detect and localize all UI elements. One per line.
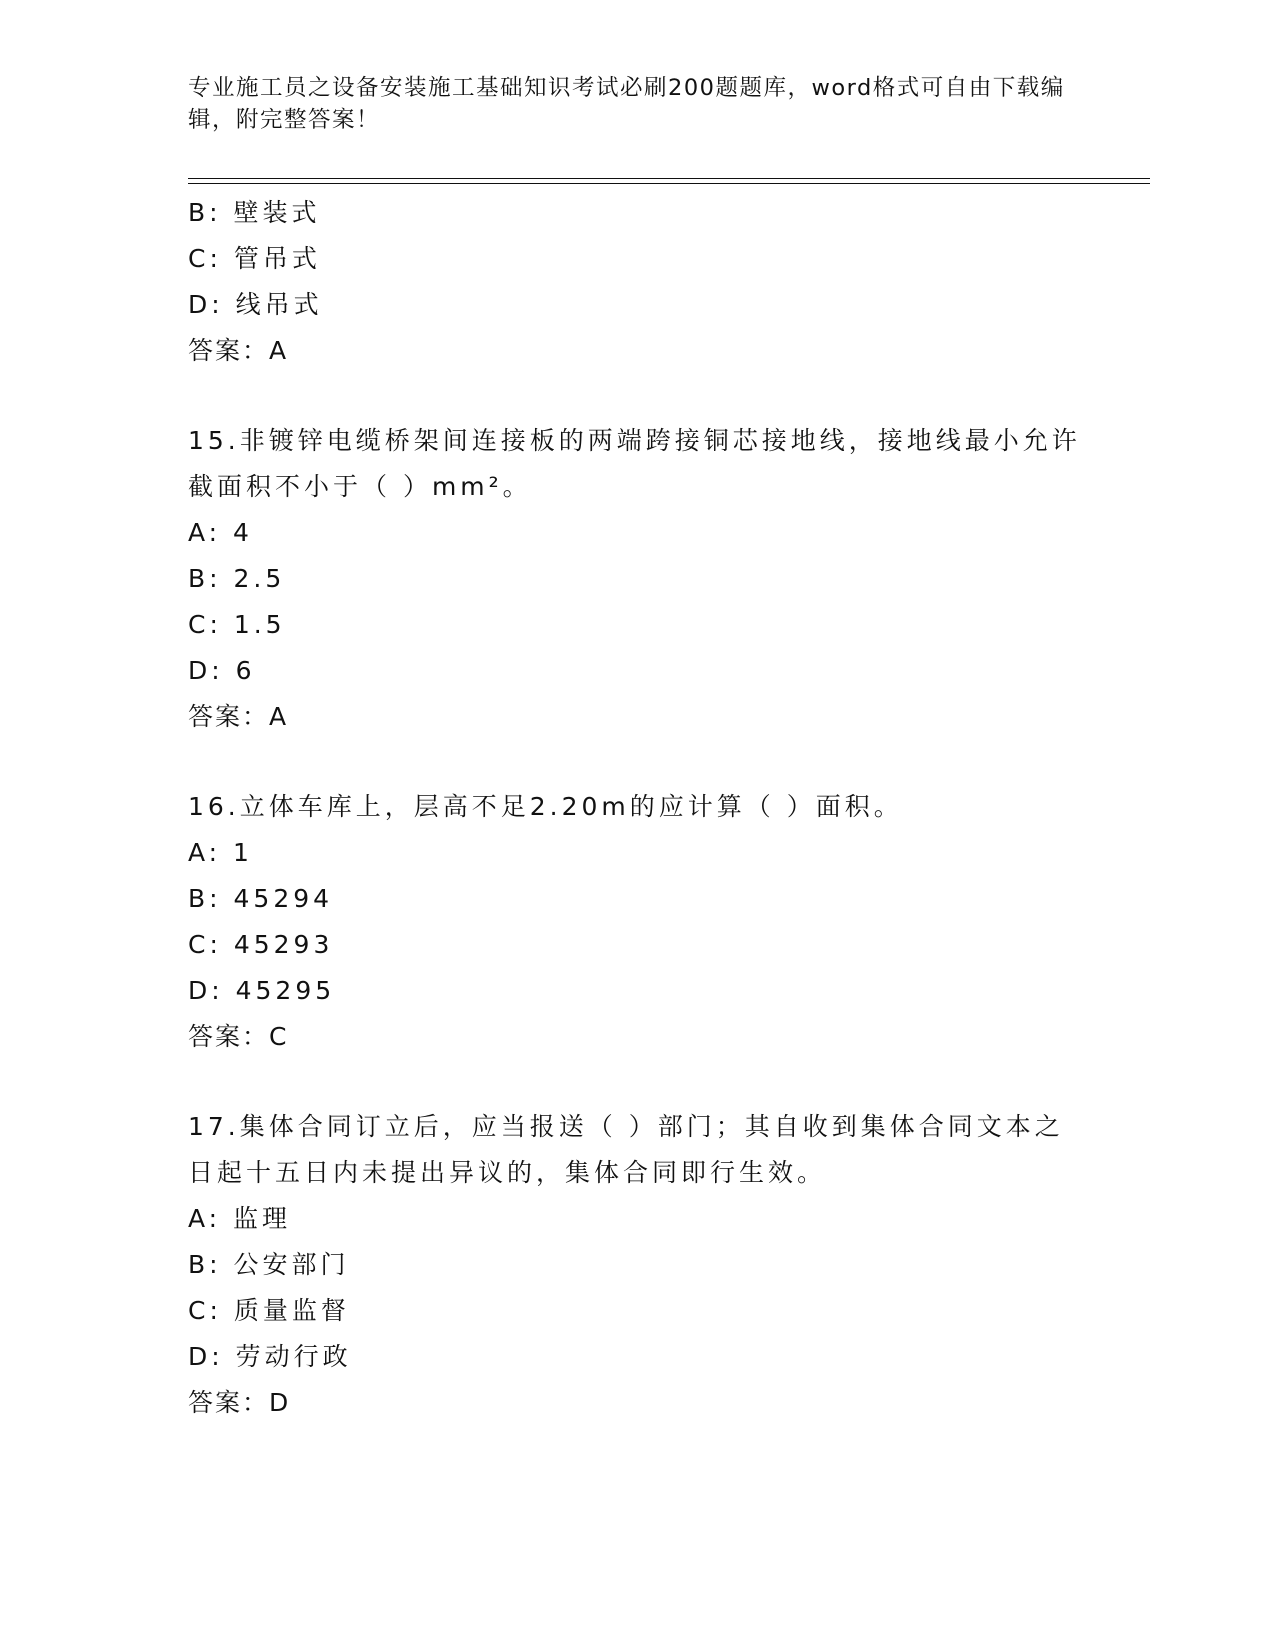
spacer [188, 374, 1088, 418]
question-16 [188, 784, 1088, 1060]
question-15 [188, 418, 1088, 740]
partial-question [188, 190, 1088, 374]
option-c: C: 45293 [188, 930, 334, 959]
document-header [188, 72, 1088, 136]
question-text-cont: 日起十五日内未提出异议的，集体合同即行生效。 [188, 1158, 827, 1187]
option-d: D: 线吊式 [188, 290, 323, 319]
answer-line: 答案：D [188, 1388, 291, 1417]
option-b: B: 45294 [188, 884, 334, 913]
question-list [188, 190, 1088, 1426]
header-rule-bottom [188, 183, 1150, 184]
option-b: B: 公安部门 [188, 1250, 350, 1279]
option-d: D: 45295 [188, 976, 336, 1005]
option-d: D: 劳动行政 [188, 1342, 352, 1371]
header-title: 专业施工员之设备安装施工基础知识考试必刷200题题库，word格式可自由下载编辑，附完整答案！ [188, 75, 1065, 133]
answer-line: 答案：A [188, 702, 289, 731]
answer-line: 答案：A [188, 336, 289, 365]
option-a: A: 4 [188, 518, 253, 547]
answer-line: 答案：C [188, 1022, 289, 1051]
question-text: 15.非镀锌电缆桥架间连接板的两端跨接铜芯接地线，接地线最小允许 [188, 426, 1081, 455]
option-c: C: 管吊式 [188, 244, 321, 273]
option-c: C: 质量监督 [188, 1296, 350, 1325]
option-a: A: 1 [188, 838, 253, 867]
question-17 [188, 1104, 1088, 1426]
option-a: A: 监理 [188, 1204, 292, 1233]
question-text-cont: 截面积不小于（ ）mm²。 [188, 472, 532, 501]
question-text: 17.集体合同订立后，应当报送（ ）部门；其自收到集体合同文本之 [188, 1112, 1064, 1141]
option-c: C: 1.5 [188, 610, 286, 639]
spacer [188, 1060, 1088, 1104]
header-rule-top [188, 178, 1150, 179]
option-b: B: 2.5 [188, 564, 286, 593]
spacer [188, 740, 1088, 784]
question-text: 16.立体车库上，层高不足2.20m的应计算（ ）面积。 [188, 792, 903, 821]
option-d: D: 6 [188, 656, 256, 685]
option-b: B: 壁装式 [188, 198, 321, 227]
